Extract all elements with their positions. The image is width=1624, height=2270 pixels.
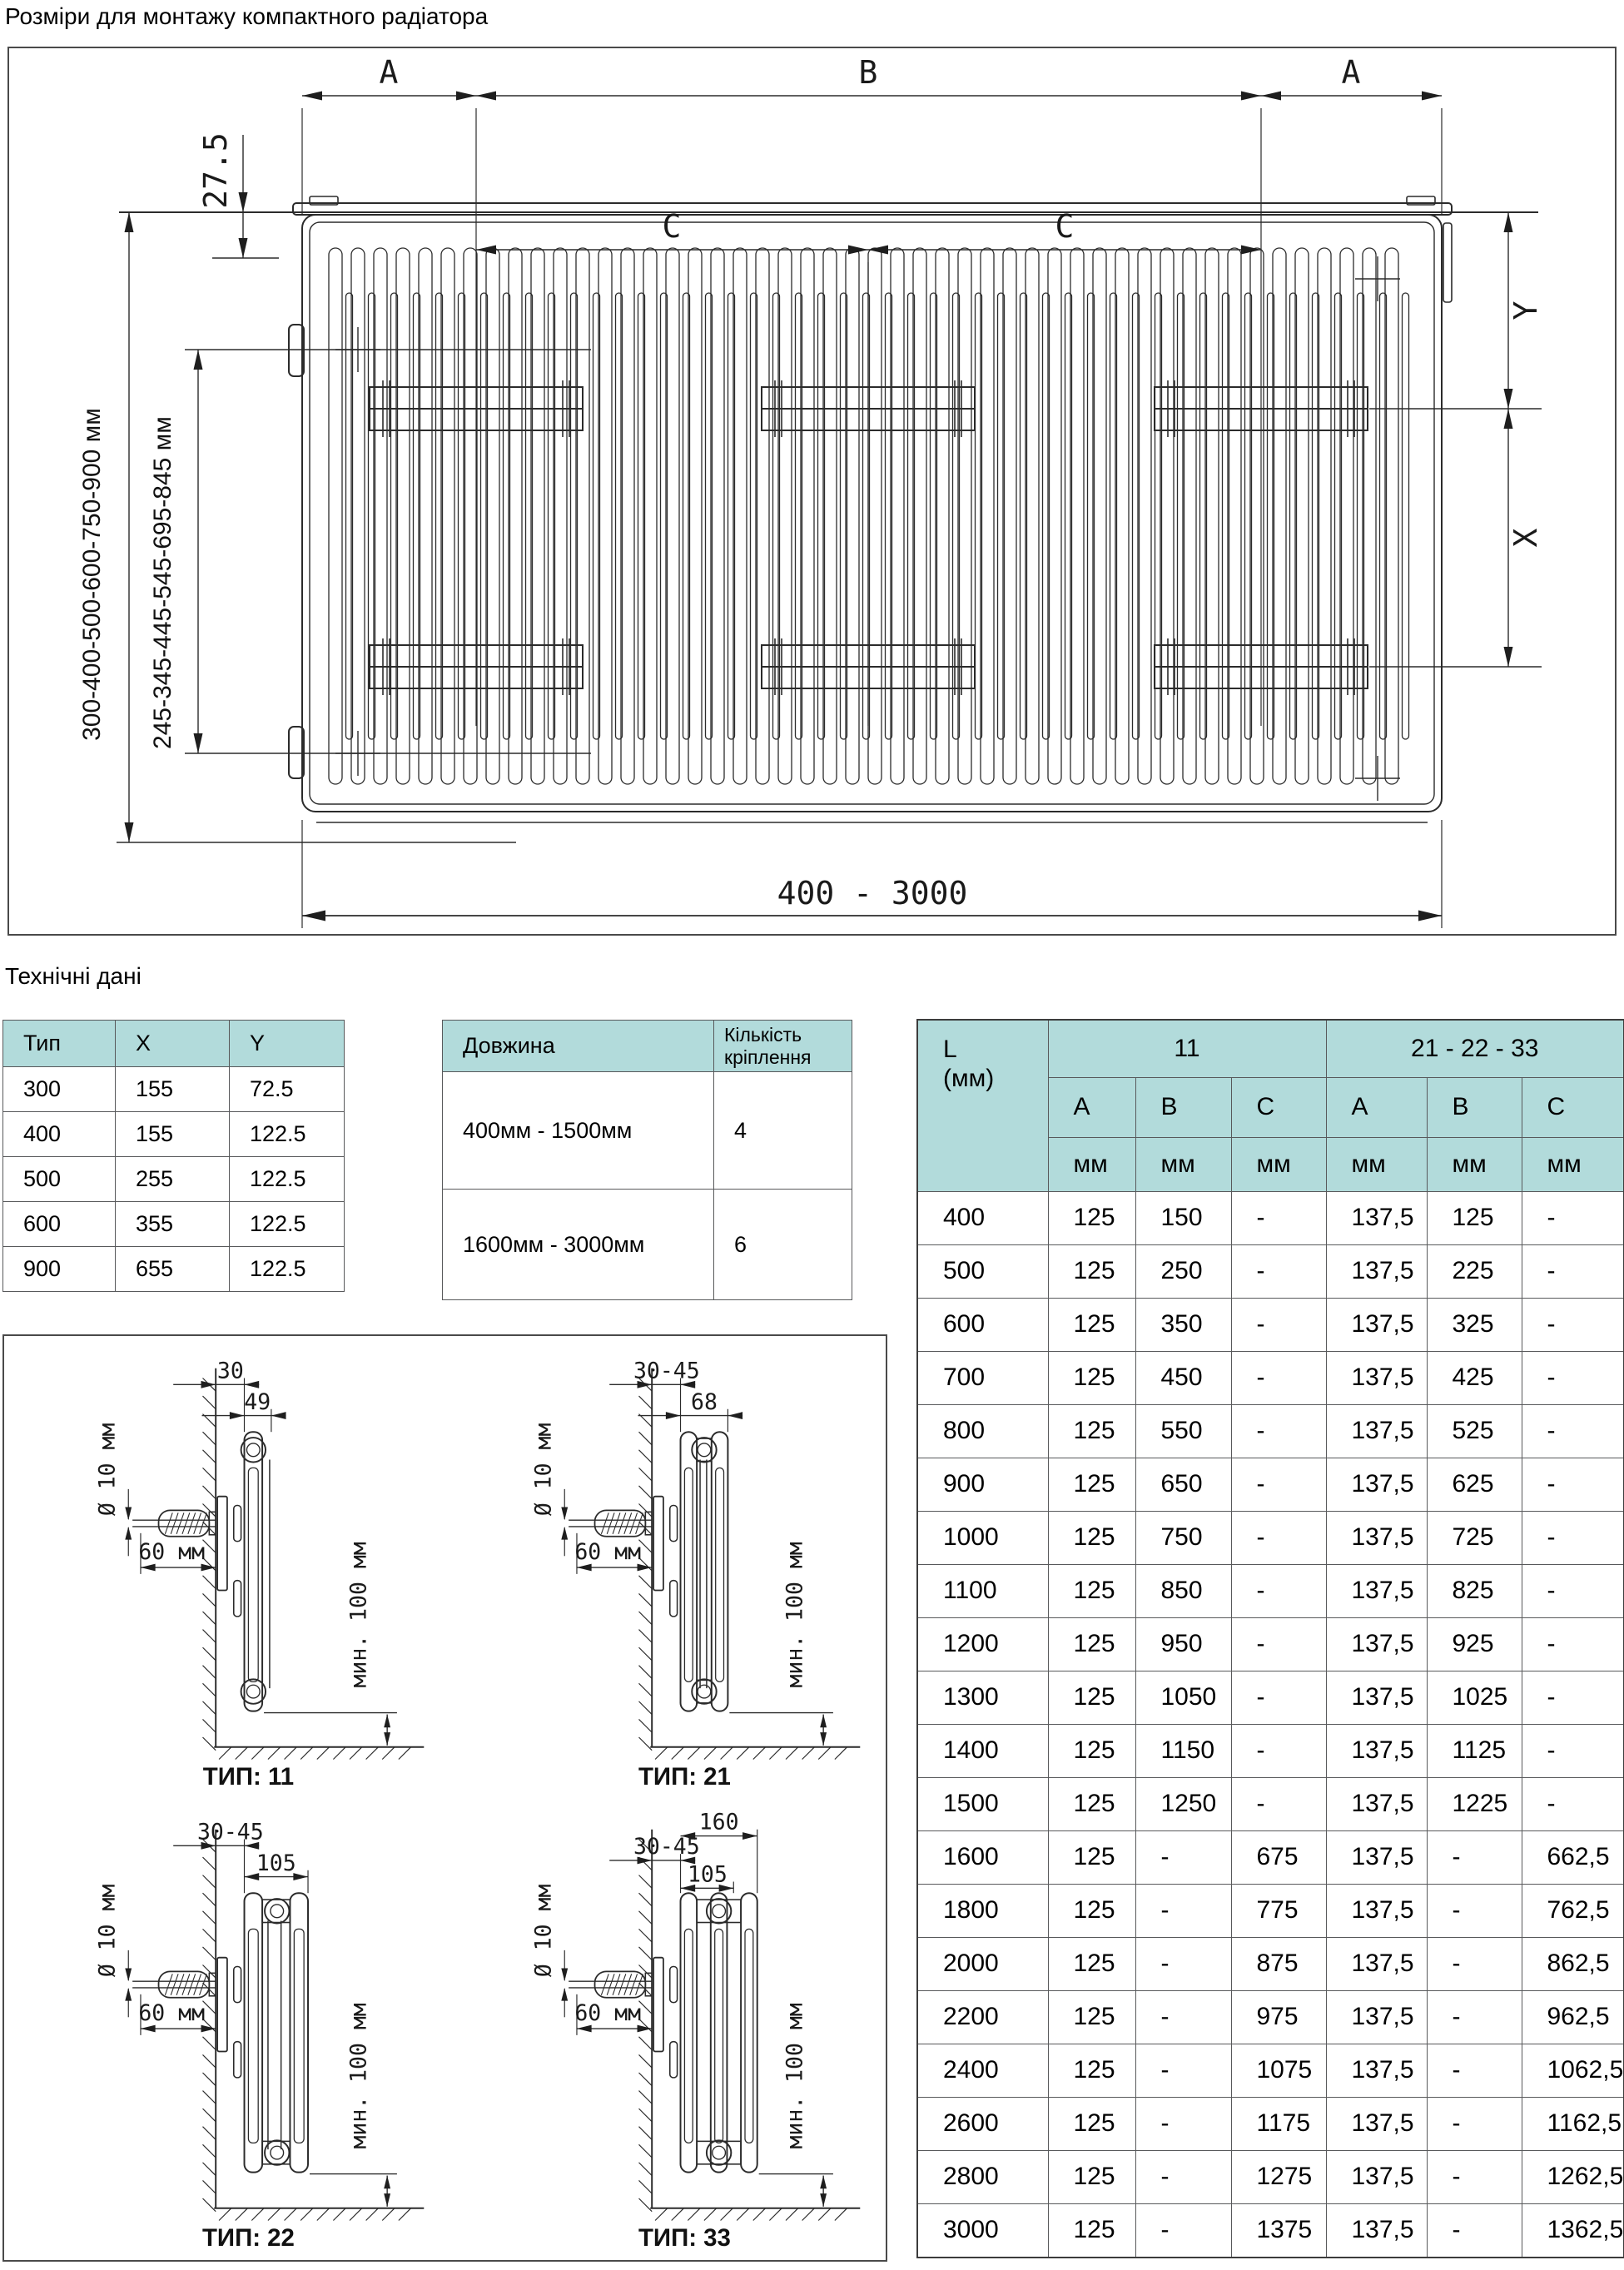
group-header-21-22-33: 21 - 22 - 33 <box>1326 1020 1624 1077</box>
col-header: Довжина <box>443 1021 714 1072</box>
side-view-type-33 <box>448 1806 872 2253</box>
table-row: 900 655 122.5 <box>3 1247 345 1292</box>
col-header: Y <box>230 1021 345 1067</box>
table-row: 1600 125 - 675 137,5 - 662,5 <box>917 1830 1624 1884</box>
table-row: 900 125 650 - 137,5 625 - <box>917 1458 1624 1511</box>
table-row: 1000 125 750 - 137,5 725 - <box>917 1511 1624 1564</box>
group-header-11: 11 <box>1048 1020 1326 1077</box>
col-header: Тип <box>3 1021 116 1067</box>
dim-wall-gap: 30-45 <box>633 1834 700 1860</box>
type-label: ТИП: 11 <box>202 1762 295 1791</box>
dim-embed-depth: 60 мм <box>138 1539 206 1566</box>
table-header-row <box>917 1020 1624 1077</box>
dim-embed-depth: 60 мм <box>574 2000 642 2027</box>
table-row: 1400 125 1150 - 137,5 1125 - <box>917 1724 1624 1777</box>
dim-label-b: B <box>858 54 878 91</box>
type-label: ТИП: 22 <box>201 2223 295 2252</box>
table-subheader-row: A B C A B C <box>917 1077 1624 1137</box>
tech-data-title: Технічні дані <box>5 963 142 989</box>
table-units-row: мм мм мм мм мм мм <box>917 1137 1624 1191</box>
dim-min-floor: мин. 100 мм <box>345 1542 372 1688</box>
dim-min-floor: мин. 100 мм <box>782 1542 808 1688</box>
table-row: 1100 125 850 - 137,5 825 - <box>917 1564 1624 1617</box>
table-row: 2400 125 - 1075 137,5 - 1062,5 <box>917 2044 1624 2097</box>
fastening-table <box>442 1020 852 1300</box>
dim-screw-diameter: Ø 10 мм <box>94 1884 121 1978</box>
dim-embed-depth: 60 мм <box>574 1539 642 1566</box>
table-row: 1200 125 950 - 137,5 925 - <box>917 1617 1624 1671</box>
dim-depth-2: 105 <box>687 1861 728 1888</box>
dim-label-offset: 27.5 <box>197 132 234 209</box>
table-row: 400 155 122.5 <box>3 1112 345 1157</box>
table-row: 400мм - 1500мм 4 <box>443 1072 852 1190</box>
dim-label-c-right: C <box>1055 208 1075 245</box>
table-row: 1600мм - 3000мм 6 <box>443 1190 852 1300</box>
dim-label-x: X <box>1507 528 1544 548</box>
table-row: 600 125 350 - 137,5 325 - <box>917 1298 1624 1351</box>
type-xy-table <box>2 1020 345 1292</box>
table-header-row <box>3 1021 345 1067</box>
table-row: 3000 125 - 1375 137,5 - 1362,5 <box>917 2203 1624 2258</box>
dim-min-floor: мин. 100 мм <box>782 2003 808 2149</box>
table-row: 400 125 150 - 137,5 125 - <box>917 1191 1624 1244</box>
table-header-row <box>443 1021 852 1072</box>
dim-screw-diameter: Ø 10 мм <box>530 1423 557 1517</box>
drawing-border <box>8 47 1616 935</box>
dim-wall-gap: 30 <box>216 1358 244 1384</box>
side-view-type-21 <box>448 1345 872 1791</box>
dim-screw-diameter: Ø 10 мм <box>94 1423 121 1517</box>
dim-screw-diameter: Ø 10 мм <box>530 1884 557 1978</box>
col-header-l: L (мм) <box>917 1020 1048 1191</box>
dim-depth: 68 <box>691 1388 718 1415</box>
dim-embed-depth: 60 мм <box>138 2000 206 2027</box>
dim-label-holes-range: 245-345-445-545-695-845 мм <box>149 416 176 749</box>
side-view-type-11 <box>12 1345 436 1791</box>
dim-label-a-right: A <box>1341 54 1361 91</box>
table-row: 1500 125 1250 - 137,5 1225 - <box>917 1777 1624 1830</box>
front-drawing-geometry <box>117 92 1542 929</box>
table-row: 700 125 450 - 137,5 425 - <box>917 1351 1624 1404</box>
table-row: 600 355 122.5 <box>3 1202 345 1247</box>
dim-label-y: Y <box>1507 301 1544 320</box>
table-row: 2000 125 - 875 137,5 - 862,5 <box>917 1937 1624 1990</box>
type-label: ТИП: 21 <box>638 1762 731 1791</box>
dim-label-height-range: 300-400-500-600-750-900 мм <box>78 408 106 741</box>
side-view-type-22 <box>12 1806 436 2253</box>
table-row: 500 255 122.5 <box>3 1157 345 1202</box>
radiator-front-drawing <box>0 0 1624 936</box>
dim-depth: 49 <box>244 1388 271 1415</box>
dim-depth: 105 <box>256 1850 296 1876</box>
dim-depth: 160 <box>698 1809 739 1835</box>
table-row: 500 125 250 - 137,5 225 - <box>917 1244 1624 1298</box>
dim-wall-gap: 30-45 <box>197 1819 264 1845</box>
dim-wall-gap: 30-45 <box>633 1358 700 1384</box>
col-header: X <box>116 1021 230 1067</box>
table-row: 1800 125 - 775 137,5 - 762,5 <box>917 1884 1624 1937</box>
dim-label-c-left: C <box>662 208 682 245</box>
dim-min-floor: мин. 100 мм <box>345 2003 372 2149</box>
table-row: 2800 125 - 1275 137,5 - 1262,5 <box>917 2150 1624 2203</box>
table-row: 800 125 550 - 137,5 525 - <box>917 1404 1624 1458</box>
table-row: 1300 125 1050 - 137,5 1025 - <box>917 1671 1624 1724</box>
table-row: 2600 125 - 1175 137,5 - 1162,5 <box>917 2097 1624 2150</box>
dim-label-a-left: A <box>379 54 399 91</box>
table-row: 2200 125 - 975 137,5 - 962,5 <box>917 1990 1624 2044</box>
mounting-dimensions-table <box>916 1019 1624 2258</box>
dim-label-length-range: 400 - 3000 <box>777 875 968 911</box>
table-row: 300 155 72.5 <box>3 1067 345 1112</box>
page-title: Розміри для монтажу компактного радіатора <box>5 3 489 29</box>
col-header: Кількість кріплення <box>714 1021 852 1072</box>
type-label: ТИП: 33 <box>638 2223 731 2252</box>
